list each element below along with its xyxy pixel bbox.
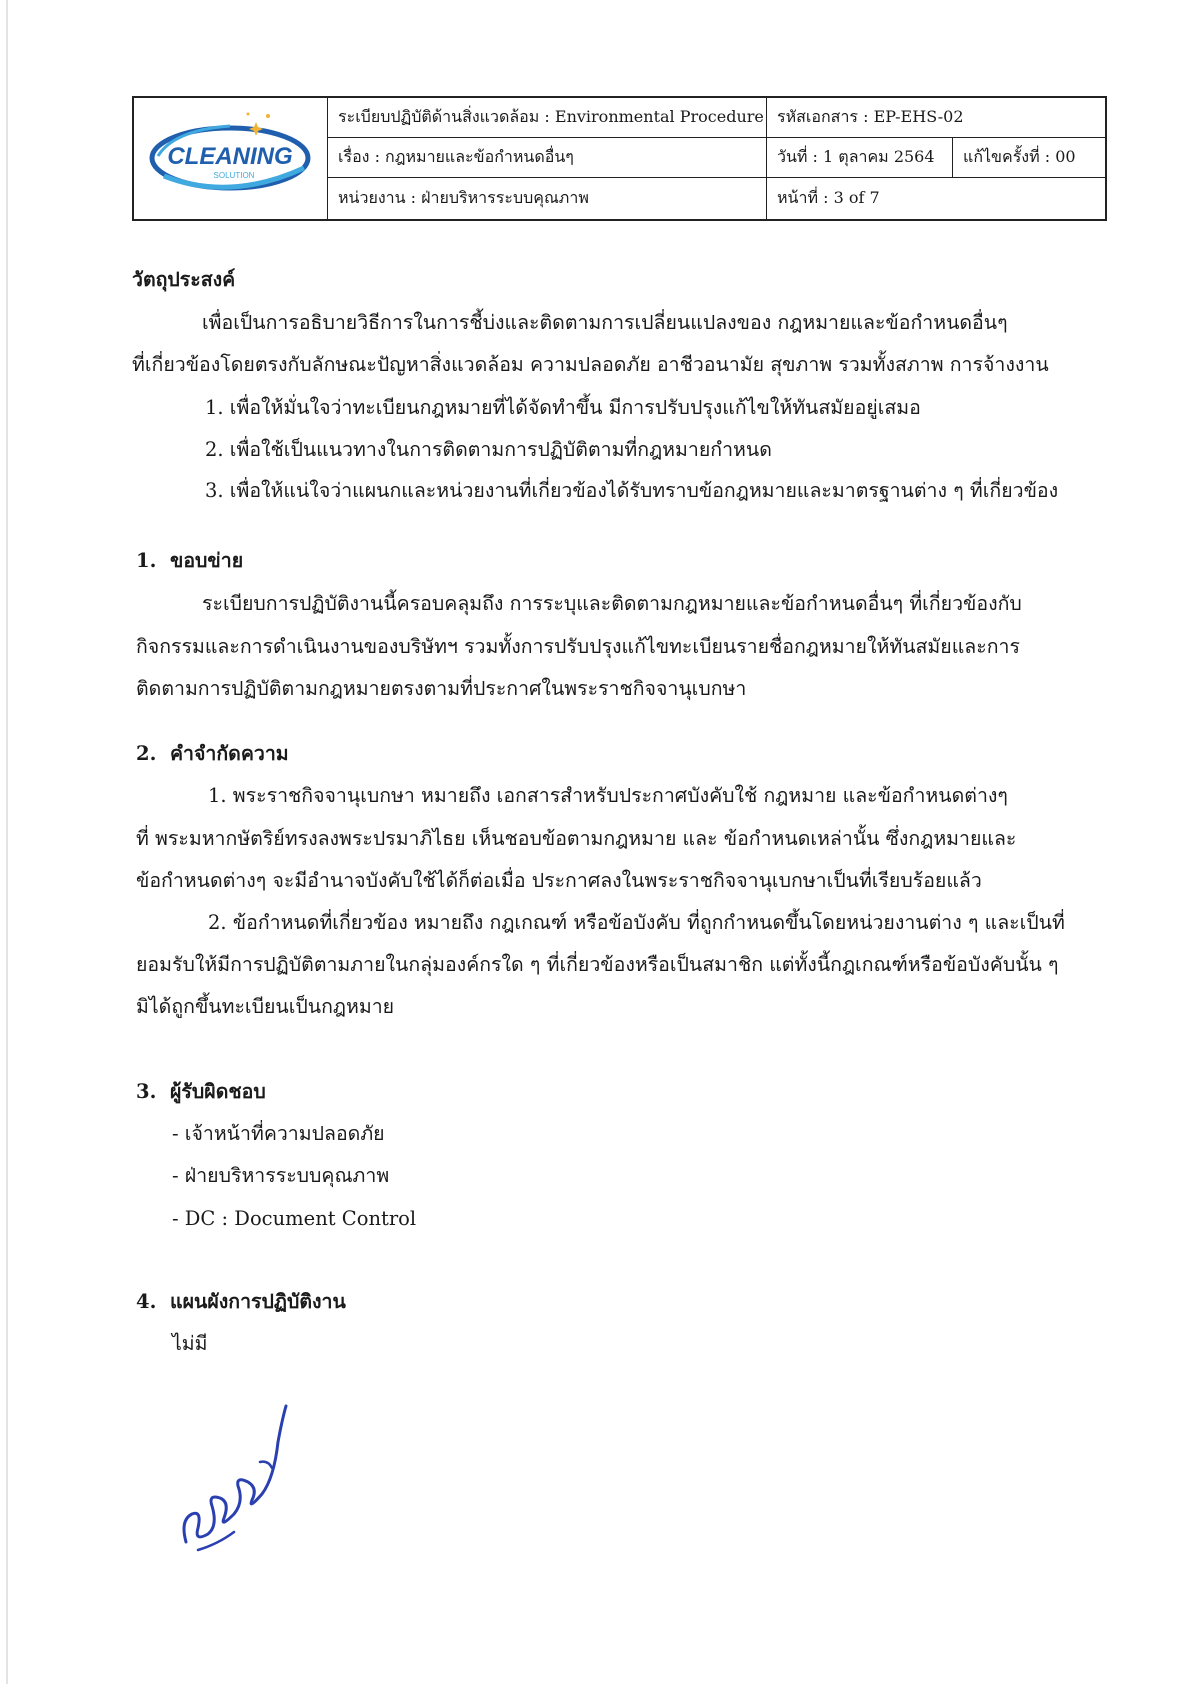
section-title: ผู้รับผิดชอบ xyxy=(170,1080,266,1103)
objective-item: 1. เพื่อให้มั่นใจว่าทะเบียนกฎหมายที่ได้จัดทำขึ้น มีการปรับปรุงแก้ไขให้ทันสมัยอยู่เสมอ xyxy=(205,396,921,419)
document-header xyxy=(132,96,1107,221)
section-number: 4. xyxy=(136,1290,157,1313)
flowchart-content: ไม่มี xyxy=(172,1332,208,1355)
section-title: ขอบข่าย xyxy=(170,549,244,572)
section-number: 1. xyxy=(136,549,157,572)
objective-line: เพื่อเป็นการอธิบายวิธีการในการชี้บ่งและติดตามการเปลี่ยนแปลงของ กฎหมายและข้อกำหนดอื่นๆ xyxy=(202,311,1008,334)
cleaning-solution-logo xyxy=(134,98,327,219)
objective-item: 3. เพื่อให้แน่ใจว่าแผนกและหน่วยงานที่เกี่ยวข้องได้รับทราบข้อกฎหมายและมาตรฐานต่าง ๆ ที่เกี่ยวข้อง xyxy=(205,479,1059,502)
procedure-title: ระเบียบปฏิบัติด้านสิ่งแวดล้อม : Environmental Procedure xyxy=(328,98,767,137)
document-code: รหัสเอกสาร : EP-EHS-02 xyxy=(777,107,964,126)
definition-line: ข้อกำหนดต่างๆ จะมีอำนาจบังคับใช้ได้ก็ต่อเมื่อ ประกาศลงในพระราชกิจจานุเบกษาเป็นที่เรียบร้อยแล้ว xyxy=(136,869,982,892)
subject: เรื่อง : กฎหมายและข้อกำหนดอื่นๆ xyxy=(328,138,767,177)
page-edge xyxy=(6,0,8,1684)
objective-title: วัตถุประสงค์ xyxy=(132,268,236,291)
responsible-item: - ฝ่ายบริหารระบบคุณภาพ xyxy=(172,1164,390,1187)
definition-line: 1. พระราชกิจจานุเบกษา หมายถึง เอกสารสำหรับประกาศบังคับใช้ กฎหมาย และข้อกำหนดต่างๆ xyxy=(208,784,1008,807)
scope-line: กิจกรรมและการดำเนินงานของบริษัทฯ รวมทั้งการปรับปรุงแก้ไขทะเบียนรายชื่อกฎหมายให้ทันสมัยและการ xyxy=(136,635,1020,658)
objective-item: 2. เพื่อใช้เป็นแนวทางในการติดตามการปฏิบัติตามที่กฎหมายกำหนด xyxy=(205,438,772,461)
responsible-item: - DC : Document Control xyxy=(172,1207,417,1230)
section-number: 2. xyxy=(136,742,157,765)
logo-text: CLEANING xyxy=(167,143,293,170)
department: หน่วยงาน : ฝ่ายบริหารระบบคุณภาพ xyxy=(328,178,767,219)
definition-line: 2. ข้อกำหนดที่เกี่ยวข้อง หมายถึง กฎเกณฑ์ หรือข้อบังคับ ที่ถูกกำหนดขึ้นโดยหน่วยงานต่าง ๆ และเป็นที่ xyxy=(208,911,1065,934)
section-title: คำจำกัดความ xyxy=(170,742,289,765)
definition-line: ที่ พระมหากษัตริย์ทรงลงพระปรมาภิไธย เห็นชอบข้อตามกฎหมาย และ ข้อกำหนดเหล่านั้น ซึ่งกฎหมายและ xyxy=(136,827,1017,850)
definition-line: ยอมรับให้มีการปฏิบัติตามภายในกลุ่มองค์กรใด ๆ ที่เกี่ยวข้องหรือเป็นสมาชิก แต่ทั้งนี้กฎเกณฑ์หรือข้อบังคับนั้น ๆ xyxy=(136,953,1059,976)
section-number: 3. xyxy=(136,1080,157,1103)
section-title: แผนผังการปฏิบัติงาน xyxy=(170,1290,346,1313)
scope-line: ติดตามการปฏิบัติตามกฎหมายตรงตามที่ประกาศในพระราชกิจจานุเบกษา xyxy=(136,677,747,700)
revision-number: แก้ไขครั้งที่ : 00 xyxy=(963,147,1076,166)
scope-line: ระเบียบการปฏิบัติงานนี้ครอบคลุมถึง การระบุและติดตามกฎหมายและข้อกำหนดอื่นๆ ที่เกี่ยวข้องกับ xyxy=(202,592,1022,615)
issue-date: วันที่ : 1 ตุลาคม 2564 xyxy=(767,138,953,177)
definition-line: มิได้ถูกขึ้นทะเบียนเป็นกฎหมาย xyxy=(136,995,395,1018)
logo-cell xyxy=(134,98,328,219)
logo-subtext: SOLUTION xyxy=(213,171,255,180)
page-number: หน้าที่ : 3 of 7 xyxy=(777,188,880,207)
handwritten-signature xyxy=(178,1402,288,1552)
objective-line: ที่เกี่ยวข้องโดยตรงกับลักษณะปัญหาสิ่งแวดล้อม ความปลอดภัย อาชีวอนามัย สุขภาพ รวมทั้งสภาพ การจ้างงาน xyxy=(132,353,1049,376)
responsible-item: - เจ้าหน้าที่ความปลอดภัย xyxy=(172,1122,385,1145)
